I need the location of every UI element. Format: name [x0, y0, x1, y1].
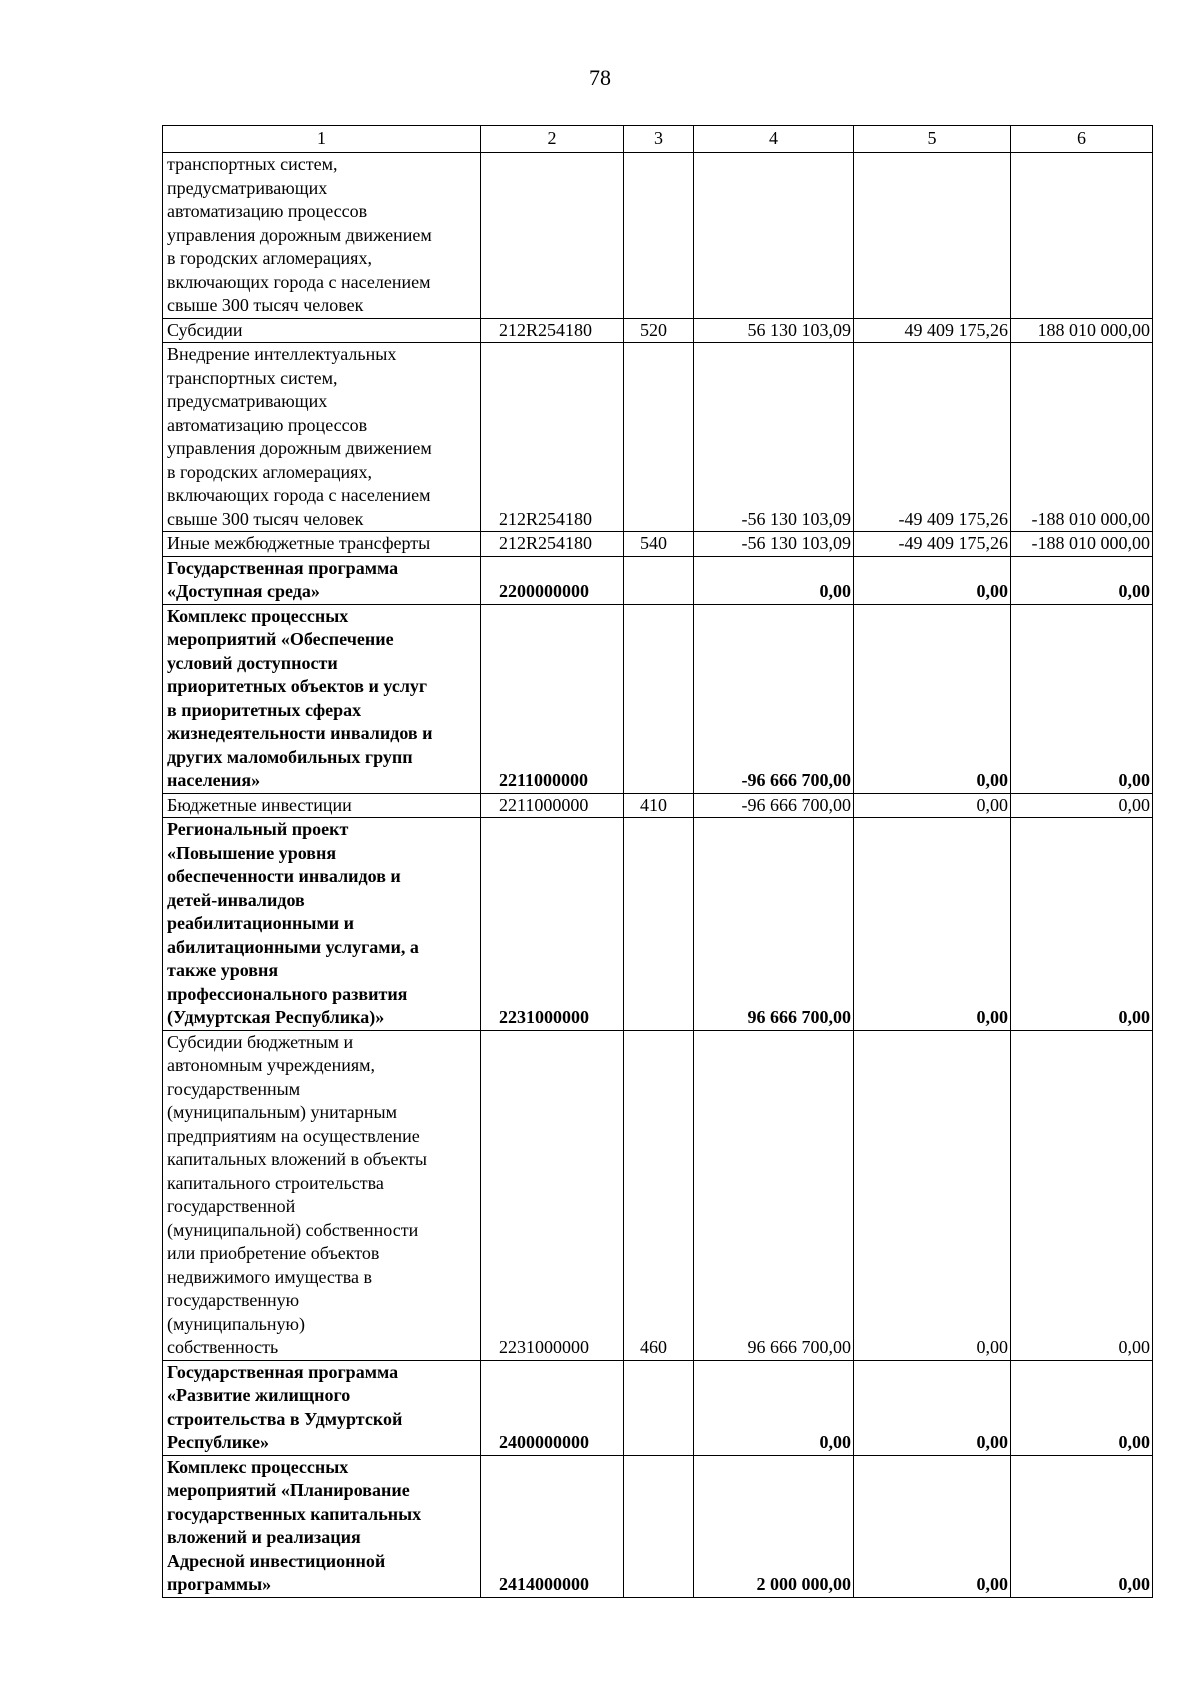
table-row — [163, 604, 1153, 793]
row-code-cell: 212R254180 — [481, 343, 624, 532]
row-type-cell: 410 — [624, 793, 694, 818]
row-type-cell — [624, 818, 694, 1031]
row-value-col4: -56 130 103,09 — [694, 343, 854, 532]
row-type-cell — [624, 1360, 694, 1455]
row-value-col6: -188 010 000,00 — [1011, 343, 1153, 532]
row-value-col4: 96 666 700,00 — [694, 818, 854, 1031]
column-header-1: 1 — [163, 126, 481, 153]
budget-table — [162, 125, 1153, 1598]
row-value-col6: 188 010 000,00 — [1011, 318, 1153, 343]
row-value-col6: 0,00 — [1011, 604, 1153, 793]
row-value-col4: -96 666 700,00 — [694, 793, 854, 818]
row-code-cell: 2231000000 — [481, 818, 624, 1031]
row-type-cell: 460 — [624, 1030, 694, 1360]
table-row — [163, 153, 1153, 319]
table-row — [163, 318, 1153, 343]
row-type-cell: 520 — [624, 318, 694, 343]
row-name-cell: Внедрение интеллектуальных транспортных систем, предусматривающих автоматизацию процессов управления дорожным движением в городских агломерациях, включающих города с населением свыше 300 тысяч человек — [163, 343, 481, 532]
row-value-col5: 0,00 — [854, 1455, 1011, 1597]
row-value-col5: -49 409 175,26 — [854, 343, 1011, 532]
row-type-cell — [624, 1455, 694, 1597]
row-value-col5: 0,00 — [854, 793, 1011, 818]
table-header-row — [163, 126, 1153, 153]
row-value-col6: 0,00 — [1011, 556, 1153, 604]
column-header-4: 4 — [694, 126, 854, 153]
row-value-col4: 96 666 700,00 — [694, 1030, 854, 1360]
table-row — [163, 793, 1153, 818]
row-name-cell: Комплекс процессных мероприятий «Планирование государственных капитальных вложений и реализация Адресной инвестиционной программы» — [163, 1455, 481, 1597]
row-name-cell: Государственная программа «Доступная среда» — [163, 556, 481, 604]
table-row — [163, 1455, 1153, 1597]
column-header-6: 6 — [1011, 126, 1153, 153]
row-name-cell: Субсидии бюджетным и автономным учреждениям, государственным (муниципальным) унитарным предприятиям на осуществление капитальных вложений в объекты капитального строительства государственной (муниципальной) собственности или приобретение объектов недвижимого имущества в государственную (муниципальную) собственность — [163, 1030, 481, 1360]
table-row — [163, 1360, 1153, 1455]
row-name-cell: транспортных систем, предусматривающих автоматизацию процессов управления дорожным движением в городских агломерациях, включающих города с населением свыше 300 тысяч человек — [163, 153, 481, 319]
row-type-cell — [624, 556, 694, 604]
row-value-col6: 0,00 — [1011, 818, 1153, 1031]
row-code-cell — [481, 153, 624, 319]
row-value-col4 — [694, 153, 854, 319]
row-code-cell: 2400000000 — [481, 1360, 624, 1455]
row-value-col5: 0,00 — [854, 1360, 1011, 1455]
column-header-2: 2 — [481, 126, 624, 153]
row-value-col5 — [854, 153, 1011, 319]
row-value-col4: 0,00 — [694, 556, 854, 604]
row-code-cell: 212R254180 — [481, 318, 624, 343]
row-value-col4: 2 000 000,00 — [694, 1455, 854, 1597]
row-value-col5: 0,00 — [854, 556, 1011, 604]
table-row — [163, 532, 1153, 557]
table-row — [163, 556, 1153, 604]
row-value-col4: -96 666 700,00 — [694, 604, 854, 793]
row-name-cell: Комплекс процессных мероприятий «Обеспечение условий доступности приоритетных объектов и услуг в приоритетных сферах жизнедеятельности инвалидов и других маломобильных групп населения» — [163, 604, 481, 793]
row-code-cell: 2211000000 — [481, 604, 624, 793]
row-code-cell: 2200000000 — [481, 556, 624, 604]
row-name-cell: Субсидии — [163, 318, 481, 343]
row-value-col6: 0,00 — [1011, 1455, 1153, 1597]
row-type-cell — [624, 604, 694, 793]
column-header-5: 5 — [854, 126, 1011, 153]
row-value-col5: 49 409 175,26 — [854, 318, 1011, 343]
row-value-col6: -188 010 000,00 — [1011, 532, 1153, 557]
row-value-col4: -56 130 103,09 — [694, 532, 854, 557]
row-value-col6 — [1011, 153, 1153, 319]
row-value-col5: 0,00 — [854, 818, 1011, 1031]
row-value-col5: 0,00 — [854, 1030, 1011, 1360]
row-name-cell: Государственная программа «Развитие жилищного строительства в Удмуртской Республике» — [163, 1360, 481, 1455]
table-row — [163, 1030, 1153, 1360]
row-value-col6: 0,00 — [1011, 1360, 1153, 1455]
page-number: 78 — [589, 65, 611, 90]
row-code-cell: 2231000000 — [481, 1030, 624, 1360]
row-value-col6: 0,00 — [1011, 793, 1153, 818]
row-value-col6: 0,00 — [1011, 1030, 1153, 1360]
row-value-col5: 0,00 — [854, 604, 1011, 793]
row-type-cell — [624, 343, 694, 532]
table-row — [163, 343, 1153, 532]
row-value-col5: -49 409 175,26 — [854, 532, 1011, 557]
row-code-cell: 2211000000 — [481, 793, 624, 818]
row-name-cell: Иные межбюджетные трансферты — [163, 532, 481, 557]
table-row — [163, 818, 1153, 1031]
row-type-cell: 540 — [624, 532, 694, 557]
row-value-col4: 56 130 103,09 — [694, 318, 854, 343]
row-name-cell: Бюджетные инвестиции — [163, 793, 481, 818]
column-header-3: 3 — [624, 126, 694, 153]
row-code-cell: 212R254180 — [481, 532, 624, 557]
row-value-col4: 0,00 — [694, 1360, 854, 1455]
row-name-cell: Региональный проект «Повышение уровня обеспеченности инвалидов и детей-инвалидов реабилитационными и абилитационными услугами, а также уровня профессионального развития (Удмуртская Республика)» — [163, 818, 481, 1031]
row-code-cell: 2414000000 — [481, 1455, 624, 1597]
row-type-cell — [624, 153, 694, 319]
